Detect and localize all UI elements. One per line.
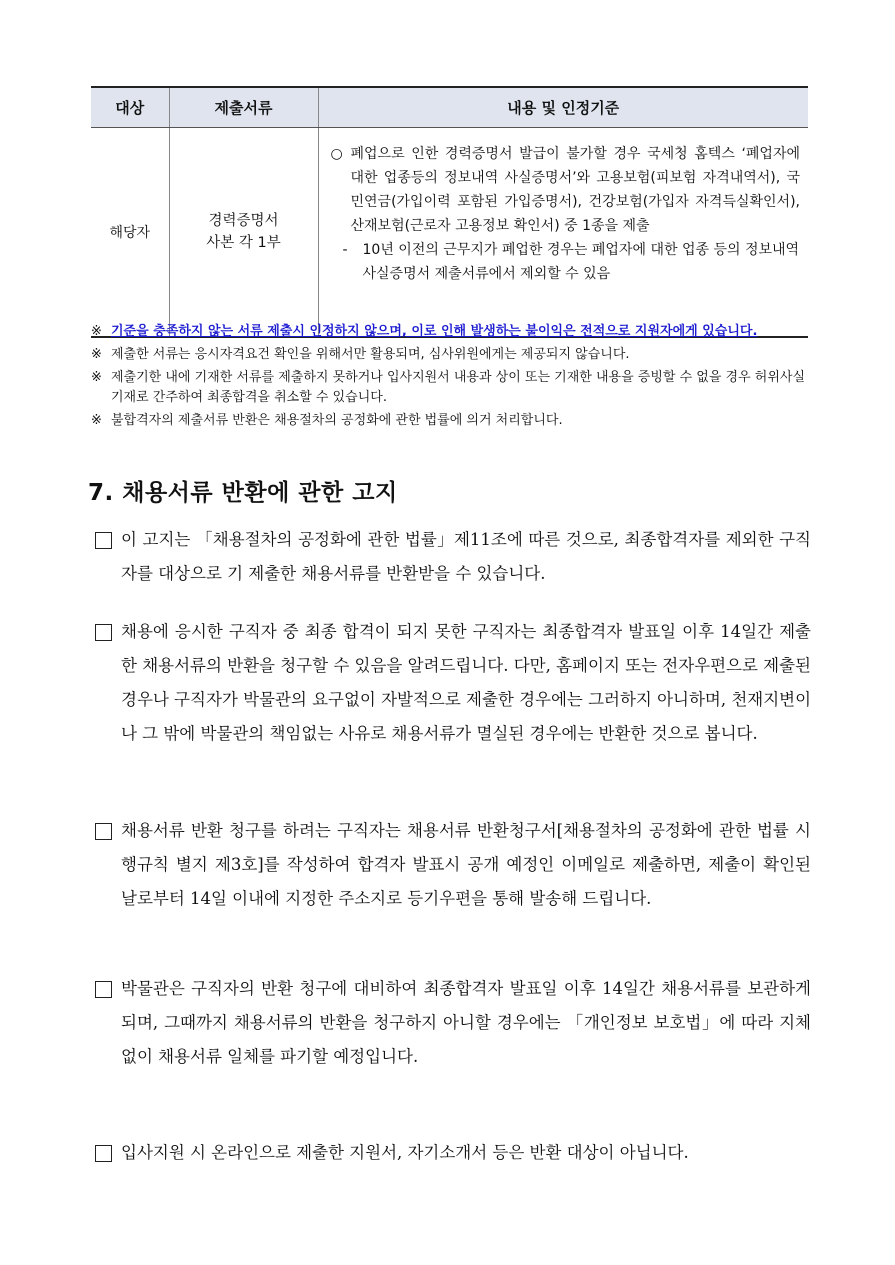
header-documents: 제출서류 [169, 87, 318, 128]
header-criteria: 내용 및 인정기준 [318, 87, 808, 128]
header-target: 대상 [91, 87, 169, 128]
checkbox-square-icon [95, 1145, 112, 1162]
note-text: 기준을 충족하지 않는 서류 제출시 인정하지 않으며, 이로 인해 발생하는 불이익은 전적으로 지원자에게 있습니다. [111, 324, 758, 339]
requirements-table [91, 86, 808, 338]
note-item [91, 345, 813, 365]
document-name: 경력증명서 [208, 213, 279, 229]
circle-bullet-marker: ○ [330, 146, 343, 162]
section-title: 7. 채용서류 반환에 관한 고지 [88, 480, 398, 506]
note-marker: ※ [91, 413, 102, 428]
checkbox-square-icon [95, 981, 112, 998]
note-marker: ※ [91, 347, 102, 362]
table-header-row [91, 87, 808, 128]
criteria-sub-item [331, 238, 801, 286]
note-text: 제출한 서류는 응시자격요건 확인을 위해서만 활용되며, 심사위원에게는 제공되지 않습니다. [111, 347, 630, 362]
notes-list [91, 322, 813, 434]
notice-paragraph [95, 523, 811, 591]
checkbox-square-icon [95, 823, 112, 840]
checkbox-square-icon [95, 624, 112, 641]
cell-target: 해당자 [91, 128, 169, 338]
paragraph-text: 입사지원 시 온라인으로 제출한 지원서, 자기소개서 등은 반환 대상이 아닙니다. [121, 1143, 689, 1162]
criteria-bullet-text: 폐업으로 인한 경력증명서 발급이 불가할 경우 국세청 홈텍스 ‘폐업자에 대한 업종등의 정보내역 사실증명서’와 고용보험(피보험 자격내역서), 국민연금(가입이력 포함된 가입증명서), 건강보험(가입자 자격득실확인서), 산재보험(근로자 고용정보 확인서) 중 1종을 제출 [350, 146, 800, 234]
paragraph-text: 채용서류 반환 청구를 하려는 구직자는 채용서류 반환청구서[채용절차의 공정화에 관한 법률 시행규칙 별지 제3호]를 작성하여 합격자 발표시 공개 예정인 이메일로 제출하면, 제출이 확인된 날로부터 14일 이내에 지정한 주소지로 등기우편을 통해 발송해 드립니다. [121, 821, 811, 908]
dash-marker: - [342, 242, 348, 258]
notice-paragraph [95, 1136, 811, 1170]
note-marker: ※ [91, 324, 102, 339]
note-item [91, 411, 813, 431]
cell-documents [169, 128, 318, 338]
note-text: 제출기한 내에 기재한 서류를 제출하지 못하거나 입사지원서 내용과 상이 또는 기재한 내용을 증빙할 수 없을 경우 허위사실 기재로 간주하여 최종합격을 취소할 수 있습니다. [111, 370, 806, 405]
criteria-sub-text: 10년 이전의 근무지가 폐업한 경우는 폐업자에 대한 업종 등의 정보내역 사실증명서 제출서류에서 제외할 수 있음 [362, 242, 800, 282]
note-marker: ※ [91, 370, 102, 385]
cell-criteria [318, 128, 808, 338]
paragraph-text: 박물관은 구직자의 반환 청구에 대비하여 최종합격자 발표일 이후 14일간 채용서류를 보관하게 되며, 그때까지 채용서류의 반환을 청구하지 아니할 경우에는 「개인정보 보호법」에 따라 지체없이 채용서류 일체를 파기할 예정입니다. [121, 979, 811, 1066]
notice-paragraph [95, 972, 811, 1074]
note-text: 불합격자의 제출서류 반환은 채용절차의 공정화에 관한 법률에 의거 처리합니다. [111, 413, 563, 428]
paragraph-text: 이 고지는 「채용절차의 공정화에 관한 법률」제11조에 따른 것으로, 최종합격자를 제외한 구직자를 대상으로 기 제출한 채용서류를 반환받을 수 있습니다. [121, 530, 811, 583]
paragraph-text: 채용에 응시한 구직자 중 최종 합격이 되지 못한 구직자는 최종합격자 발표일 이후 14일간 제출한 채용서류의 반환을 청구할 수 있음을 알려드립니다. 다만, 홈페이지 또는 전자우편으로 제출된 경우나 구직자가 박물관의 요구없이 자발적으로 제출한 경우에는 그러하지 아니하며, 천재지변이나 그 밖에 박물관의 책임없는 사유로 채용서류가 멸실된 경우에는 반환한 것으로 봅니다. [121, 622, 812, 743]
note-item [91, 368, 813, 408]
note-item-highlight [91, 322, 813, 342]
notice-paragraph [95, 814, 811, 916]
table-row [91, 128, 808, 338]
notice-paragraph [95, 615, 811, 751]
criteria-bullet [331, 142, 801, 238]
checkbox-square-icon [95, 532, 112, 549]
document-copies: 사본 각 1부 [206, 235, 281, 251]
